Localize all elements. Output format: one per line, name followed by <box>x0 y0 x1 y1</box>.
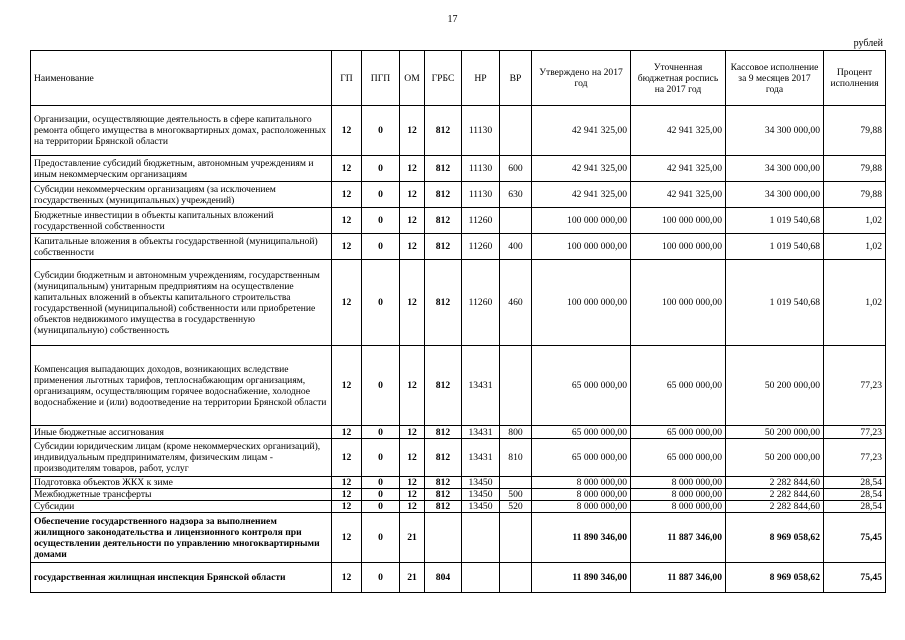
table-row <box>31 156 886 182</box>
cell-vr <box>500 208 532 234</box>
cell-refined: 100 000 000,00 <box>631 260 726 346</box>
cell-percent: 75,45 <box>824 563 886 593</box>
cell-approved: 100 000 000,00 <box>532 208 631 234</box>
cell-percent: 1,02 <box>824 208 886 234</box>
cell-executed: 50 200 000,00 <box>726 426 824 439</box>
cell-name: Субсидии <box>31 501 332 513</box>
cell-approved: 8 000 000,00 <box>532 489 631 501</box>
cell-executed: 50 200 000,00 <box>726 346 824 426</box>
cell-nr: 11260 <box>462 208 500 234</box>
table-header-row <box>31 51 886 106</box>
cell-approved: 100 000 000,00 <box>532 260 631 346</box>
header-gp: ГП <box>332 51 362 106</box>
cell-name: Субсидии бюджетным и автономным учреждениям, государственным (муниципальным) унитарным предприятиям на осуществление капитальных вложений в объекты капитального строительства государственной (муниципальной) собственности или приобретение объектов недвижимого имущества в государственную (муниципальную) собственность <box>31 260 332 346</box>
cell-approved: 11 890 346,00 <box>532 563 631 593</box>
table-row <box>31 106 886 156</box>
cell-vr: 500 <box>500 489 532 501</box>
cell-approved: 100 000 000,00 <box>532 234 631 260</box>
cell-percent: 77,23 <box>824 346 886 426</box>
cell-approved: 65 000 000,00 <box>532 426 631 439</box>
cell-grbs: 804 <box>425 563 462 593</box>
header-refined: Уточненная бюджетная роспись на 2017 год <box>631 51 726 106</box>
header-name: Наименование <box>31 51 332 106</box>
cell-gp: 12 <box>332 260 362 346</box>
cell-executed: 50 200 000,00 <box>726 439 824 477</box>
cell-refined: 42 941 325,00 <box>631 156 726 182</box>
cell-pgp: 0 <box>362 501 400 513</box>
cell-refined: 11 887 346,00 <box>631 563 726 593</box>
cell-nr: 13450 <box>462 489 500 501</box>
cell-om: 12 <box>400 106 425 156</box>
cell-nr: 11260 <box>462 234 500 260</box>
cell-pgp: 0 <box>362 182 400 208</box>
table-row <box>31 477 886 489</box>
cell-refined: 8 000 000,00 <box>631 489 726 501</box>
cell-gp: 12 <box>332 513 362 563</box>
cell-gp: 12 <box>332 477 362 489</box>
cell-name: Субсидии юридическим лицам (кроме некоммерческих организаций), индивидуальным предпринимателям, физическим лицам - производителям товаров, работ, услуг <box>31 439 332 477</box>
budget-table <box>30 50 886 593</box>
cell-pgp: 0 <box>362 156 400 182</box>
table-row <box>31 182 886 208</box>
cell-name: Компенсация выпадающих доходов, возникающих вследствие применения льготных тарифов, теплоснабжающим организациям, организациям, осуществляющим горячее водоснабжение, холодное водоснабжение и (или) водоотведение на территории Брянской области <box>31 346 332 426</box>
cell-pgp: 0 <box>362 208 400 234</box>
cell-name: Субсидии некоммерческим организациям (за исключением государственных (муниципальных) учреждений) <box>31 182 332 208</box>
cell-refined: 100 000 000,00 <box>631 208 726 234</box>
cell-vr <box>500 563 532 593</box>
cell-gp: 12 <box>332 156 362 182</box>
cell-gp: 12 <box>332 501 362 513</box>
cell-nr: 13431 <box>462 426 500 439</box>
cell-refined: 11 887 346,00 <box>631 513 726 563</box>
cell-executed: 1 019 540,68 <box>726 260 824 346</box>
cell-percent: 1,02 <box>824 234 886 260</box>
cell-grbs: 812 <box>425 208 462 234</box>
cell-pgp: 0 <box>362 234 400 260</box>
cell-pgp: 0 <box>362 563 400 593</box>
cell-om: 12 <box>400 208 425 234</box>
cell-name: Обеспечение государственного надзора за выполнением жилищного законодательства и лицензионного контроля при осуществлении деятельности по управлению многоквартирными домами <box>31 513 332 563</box>
header-nr: НР <box>462 51 500 106</box>
cell-om: 12 <box>400 477 425 489</box>
cell-nr: 13450 <box>462 501 500 513</box>
table-row <box>31 501 886 513</box>
cell-grbs: 812 <box>425 260 462 346</box>
cell-percent: 28,54 <box>824 501 886 513</box>
cell-vr: 810 <box>500 439 532 477</box>
cell-approved: 8 000 000,00 <box>532 501 631 513</box>
cell-nr: 13431 <box>462 346 500 426</box>
cell-percent: 1,02 <box>824 260 886 346</box>
cell-gp: 12 <box>332 182 362 208</box>
cell-approved: 42 941 325,00 <box>532 106 631 156</box>
cell-executed: 34 300 000,00 <box>726 106 824 156</box>
cell-refined: 42 941 325,00 <box>631 182 726 208</box>
cell-om: 12 <box>400 234 425 260</box>
cell-om: 21 <box>400 563 425 593</box>
cell-refined: 42 941 325,00 <box>631 106 726 156</box>
cell-gp: 12 <box>332 439 362 477</box>
cell-vr <box>500 346 532 426</box>
cell-grbs: 812 <box>425 501 462 513</box>
cell-name: Капитальные вложения в объекты государственной (муниципальной) собственности <box>31 234 332 260</box>
table-row <box>31 563 886 593</box>
cell-vr <box>500 477 532 489</box>
cell-grbs: 812 <box>425 489 462 501</box>
cell-nr: 11130 <box>462 182 500 208</box>
table-row <box>31 260 886 346</box>
cell-vr <box>500 513 532 563</box>
table-row <box>31 208 886 234</box>
cell-vr: 800 <box>500 426 532 439</box>
cell-gp: 12 <box>332 106 362 156</box>
cell-grbs: 812 <box>425 426 462 439</box>
header-pgp: ПГП <box>362 51 400 106</box>
cell-vr: 460 <box>500 260 532 346</box>
cell-name: Организации, осуществляющие деятельность в сфере капитального ремонта общего имущества в многоквартирных домах, расположенных на территории Брянской области <box>31 106 332 156</box>
cell-om: 12 <box>400 501 425 513</box>
cell-grbs: 812 <box>425 156 462 182</box>
cell-percent: 75,45 <box>824 513 886 563</box>
cell-percent: 28,54 <box>824 489 886 501</box>
table-row <box>31 439 886 477</box>
cell-gp: 12 <box>332 208 362 234</box>
cell-nr: 11130 <box>462 156 500 182</box>
cell-name: Бюджетные инвестиции в объекты капитальных вложений государственной собственности <box>31 208 332 234</box>
unit-label: рублей <box>853 38 883 49</box>
cell-om: 12 <box>400 439 425 477</box>
cell-refined: 65 000 000,00 <box>631 346 726 426</box>
page-number: 17 <box>447 14 458 25</box>
cell-approved: 11 890 346,00 <box>532 513 631 563</box>
cell-executed: 2 282 844,60 <box>726 477 824 489</box>
cell-executed: 8 969 058,62 <box>726 563 824 593</box>
table-row <box>31 234 886 260</box>
cell-pgp: 0 <box>362 477 400 489</box>
cell-refined: 65 000 000,00 <box>631 439 726 477</box>
cell-grbs: 812 <box>425 106 462 156</box>
cell-om: 12 <box>400 260 425 346</box>
cell-om: 12 <box>400 156 425 182</box>
cell-executed: 2 282 844,60 <box>726 501 824 513</box>
cell-approved: 8 000 000,00 <box>532 477 631 489</box>
cell-gp: 12 <box>332 426 362 439</box>
cell-executed: 8 969 058,62 <box>726 513 824 563</box>
cell-pgp: 0 <box>362 439 400 477</box>
cell-vr: 630 <box>500 182 532 208</box>
cell-gp: 12 <box>332 563 362 593</box>
cell-vr: 400 <box>500 234 532 260</box>
header-percent: Процент исполнения <box>824 51 886 106</box>
cell-gp: 12 <box>332 346 362 426</box>
header-approved: Утверждено на 2017 год <box>532 51 631 106</box>
cell-pgp: 0 <box>362 513 400 563</box>
table-row <box>31 489 886 501</box>
cell-approved: 65 000 000,00 <box>532 346 631 426</box>
cell-name: Предоставление субсидий бюджетным, автономным учреждениям и иным некоммерческим организациям <box>31 156 332 182</box>
header-grbs: ГРБС <box>425 51 462 106</box>
cell-pgp: 0 <box>362 106 400 156</box>
cell-nr: 13431 <box>462 439 500 477</box>
cell-percent: 79,88 <box>824 156 886 182</box>
cell-nr <box>462 513 500 563</box>
cell-om: 12 <box>400 346 425 426</box>
cell-grbs: 812 <box>425 439 462 477</box>
header-vr: ВР <box>500 51 532 106</box>
cell-grbs: 812 <box>425 182 462 208</box>
cell-percent: 79,88 <box>824 106 886 156</box>
cell-vr: 520 <box>500 501 532 513</box>
cell-name: Подготовка объектов ЖКХ к зиме <box>31 477 332 489</box>
cell-approved: 65 000 000,00 <box>532 439 631 477</box>
cell-nr: 11130 <box>462 106 500 156</box>
cell-nr <box>462 563 500 593</box>
cell-pgp: 0 <box>362 489 400 501</box>
cell-vr <box>500 106 532 156</box>
cell-approved: 42 941 325,00 <box>532 156 631 182</box>
cell-executed: 1 019 540,68 <box>726 234 824 260</box>
cell-approved: 42 941 325,00 <box>532 182 631 208</box>
cell-refined: 8 000 000,00 <box>631 501 726 513</box>
header-executed: Кассовое исполнение за 9 месяцев 2017 года <box>726 51 824 106</box>
cell-name: Иные бюджетные ассигнования <box>31 426 332 439</box>
table-row <box>31 513 886 563</box>
table-row <box>31 426 886 439</box>
cell-percent: 79,88 <box>824 182 886 208</box>
cell-grbs: 812 <box>425 477 462 489</box>
cell-executed: 34 300 000,00 <box>726 156 824 182</box>
cell-gp: 12 <box>332 234 362 260</box>
cell-pgp: 0 <box>362 260 400 346</box>
cell-executed: 1 019 540,68 <box>726 208 824 234</box>
cell-om: 12 <box>400 426 425 439</box>
header-om: ОМ <box>400 51 425 106</box>
cell-om: 12 <box>400 489 425 501</box>
cell-grbs: 812 <box>425 234 462 260</box>
cell-nr: 13450 <box>462 477 500 489</box>
cell-om: 12 <box>400 182 425 208</box>
cell-gp: 12 <box>332 489 362 501</box>
cell-vr: 600 <box>500 156 532 182</box>
cell-refined: 8 000 000,00 <box>631 477 726 489</box>
cell-pgp: 0 <box>362 346 400 426</box>
cell-executed: 34 300 000,00 <box>726 182 824 208</box>
cell-executed: 2 282 844,60 <box>726 489 824 501</box>
cell-name: Межбюджетные трансферты <box>31 489 332 501</box>
cell-percent: 28,54 <box>824 477 886 489</box>
cell-name: государственная жилищная инспекция Брянской области <box>31 563 332 593</box>
cell-grbs: 812 <box>425 346 462 426</box>
cell-om: 21 <box>400 513 425 563</box>
cell-pgp: 0 <box>362 426 400 439</box>
table-row <box>31 346 886 426</box>
cell-nr: 11260 <box>462 260 500 346</box>
cell-percent: 77,23 <box>824 439 886 477</box>
cell-grbs <box>425 513 462 563</box>
cell-refined: 65 000 000,00 <box>631 426 726 439</box>
cell-refined: 100 000 000,00 <box>631 234 726 260</box>
cell-percent: 77,23 <box>824 426 886 439</box>
